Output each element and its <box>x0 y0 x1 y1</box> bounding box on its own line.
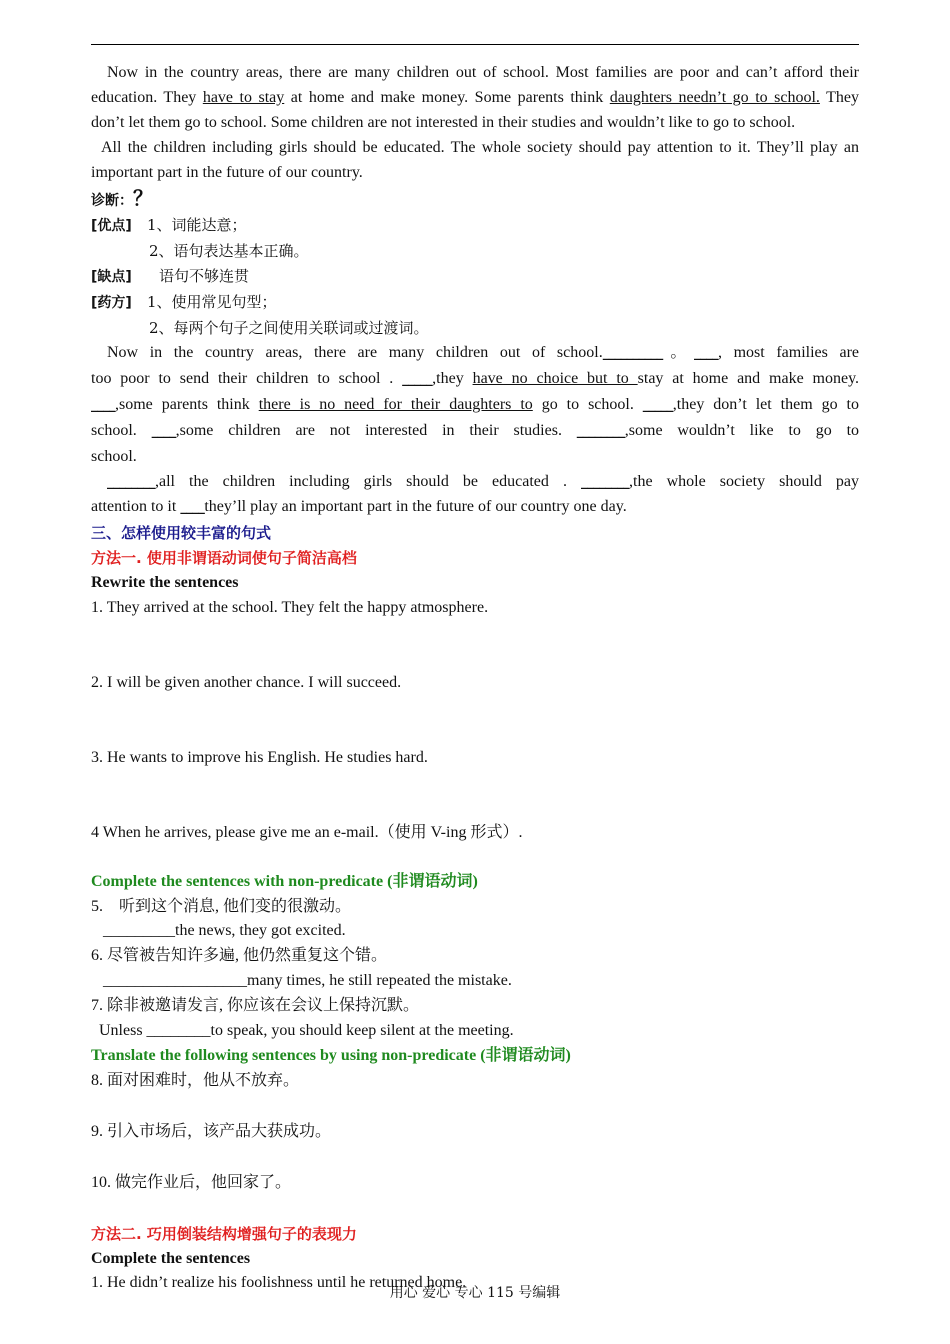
exercise-item: 5. 听到这个消息, 他们变的很激动。 <box>91 897 352 915</box>
essay-line <box>91 86 859 111</box>
pros-tag: [优点] <box>91 218 132 235</box>
fill-blank: ____ <box>180 500 205 516</box>
answer-space <box>91 1094 859 1120</box>
task-heading: Rewrite the sentences <box>91 574 239 592</box>
text: school. <box>91 421 152 439</box>
method-heading: 方法一. 使用非谓语动词使句子简洁高档 <box>91 549 357 568</box>
revised-line: school. <box>91 447 137 465</box>
fill-blank: _____ <box>402 371 433 387</box>
revised-line <box>91 341 859 367</box>
text: stay at home and make money. <box>637 369 860 387</box>
revised-line <box>91 393 859 419</box>
exercise-answer-line: _________the news, they got excited. <box>103 922 346 940</box>
exercise-answer-line: __________________many times, he still repeated the mistake. <box>103 972 512 990</box>
exercise-item: 4 When he arrives, please give me an e-mail.（使用 V-ing 形式）. <box>91 823 523 841</box>
fill-blank: ____ <box>91 397 115 413</box>
page-footer: 用心 爱心 专心 115 号编辑 <box>389 1285 561 1301</box>
cons-tag: [缺点] <box>91 269 132 286</box>
cons-item: 语句不够连贯 <box>159 267 250 286</box>
task-heading: Complete the sentences <box>91 1249 251 1267</box>
text: ,all the children including girls should be educated . <box>155 472 582 490</box>
header-rule <box>91 44 859 45</box>
text: ,some parents think <box>115 395 259 413</box>
fill-blank: ____ <box>693 345 718 361</box>
pros-item: 2、语句表达基本正确。 <box>149 242 309 261</box>
exercise-item: 1. They arrived at the school. They felt the happy atmosphere. <box>91 599 489 617</box>
diagnosis-heading <box>91 186 859 214</box>
essay-line: Now in the country areas, there are many children out of school. Most families are poor and can’t afford their <box>107 64 859 81</box>
exercise-answer-line: Unless ________to speak, you should keep silent at the meeting. <box>99 1022 514 1040</box>
exercise-item: 6. 尽管被告知许多遍, 他仍然重复这个错。 <box>91 947 388 965</box>
text: education. They <box>91 88 203 106</box>
answer-space <box>91 696 859 746</box>
essay-line: don’t let them go to school. Some children are not interested in their studies and wouldn’t like to go to school. <box>91 113 796 131</box>
essay-line: All the children including girls should be educated. The whole society should pay attention to it. They’ll play an <box>101 138 859 156</box>
section-heading: 三、怎样使用较丰富的句式 <box>91 524 272 543</box>
text: Now in the country areas, there are many children out of school. <box>107 343 603 361</box>
fill-blank: ________ <box>581 474 630 490</box>
text: ,some wouldn’t like to go to <box>624 421 860 439</box>
text: at home and make money. Some parents think <box>284 88 610 106</box>
text: they’ll play an important part in the future of our country one day. <box>204 498 627 516</box>
method-heading: 方法二. 巧用倒装结构增强句子的表现力 <box>91 1224 357 1243</box>
fill-blank: ________ <box>107 474 155 490</box>
answer-space <box>91 771 859 821</box>
pros-row <box>91 213 859 239</box>
revised-line <box>91 495 859 521</box>
question-mark: ？ <box>133 185 153 210</box>
exercise-item: 8. 面对困难时，他从不放弃。 <box>91 1071 300 1089</box>
underlined-phrase: daughters needn’t go to school. <box>609 88 820 106</box>
fill-blank: _____ <box>642 397 673 413</box>
revised-line <box>91 367 859 393</box>
pros-item: 1、词能达意； <box>147 216 247 235</box>
underlined-phrase: have to stay <box>202 88 285 106</box>
text: ,the whole society should pay <box>629 472 859 490</box>
fill-blank: ____ <box>151 423 176 439</box>
task-heading: Translate the following sentences by using non-predicate (非谓语动词) <box>91 1047 571 1064</box>
fix-item: 2、每两个句子之间使用关联词或过渡词。 <box>149 319 429 338</box>
fix-item: 1、使用常见句型； <box>147 293 277 312</box>
diagnosis-label: 诊断： <box>91 192 133 209</box>
text: , most families are <box>717 343 860 361</box>
answer-space <box>91 1196 859 1222</box>
worksheet-page <box>91 61 859 1296</box>
exercise-item: 2. I will be given another chance. I will succeed. <box>91 673 402 691</box>
underlined-phrase: have no choice but to <box>472 369 638 387</box>
fix-tag: [药方] <box>91 295 132 312</box>
answer-space <box>91 846 859 870</box>
revised-line <box>91 470 859 496</box>
answer-space <box>91 1145 859 1171</box>
exercise-item: 3. He wants to improve his English. He studies hard. <box>91 748 428 766</box>
underlined-phrase: there is no need for their daughters to <box>258 395 533 413</box>
text: attention to it <box>91 498 181 516</box>
exercise-item: 9. 引入市场后，该产品大获成功。 <box>91 1122 332 1140</box>
fix-row <box>91 290 859 316</box>
revised-line <box>91 419 859 445</box>
text: 。 <box>662 343 694 361</box>
task-heading: Complete the sentences with non-predicate (非谓语动词) <box>91 872 478 890</box>
fill-blank: ________ <box>576 423 625 439</box>
text: too poor to send their children to school . <box>91 369 394 387</box>
answer-space <box>91 621 859 671</box>
exercise-item: 7. 除非被邀请发言, 你应该在会议上保持沉默。 <box>91 997 420 1015</box>
essay-line: important part in the future of our country. <box>91 163 363 181</box>
text: ,some children are not interested in their studies. <box>175 421 577 439</box>
text: ,they don’t let them go to <box>672 395 859 413</box>
exercise-item: 1. He didn’t realize his foolishness until he returned home. <box>91 1274 467 1292</box>
text: They <box>819 88 860 106</box>
exercise-item: 10. 做完作业后，他回家了。 <box>91 1173 292 1191</box>
cons-row <box>91 264 859 290</box>
fill-blank: __________ <box>602 345 663 361</box>
text: ,they <box>432 369 473 387</box>
text: go to school. <box>532 395 643 413</box>
